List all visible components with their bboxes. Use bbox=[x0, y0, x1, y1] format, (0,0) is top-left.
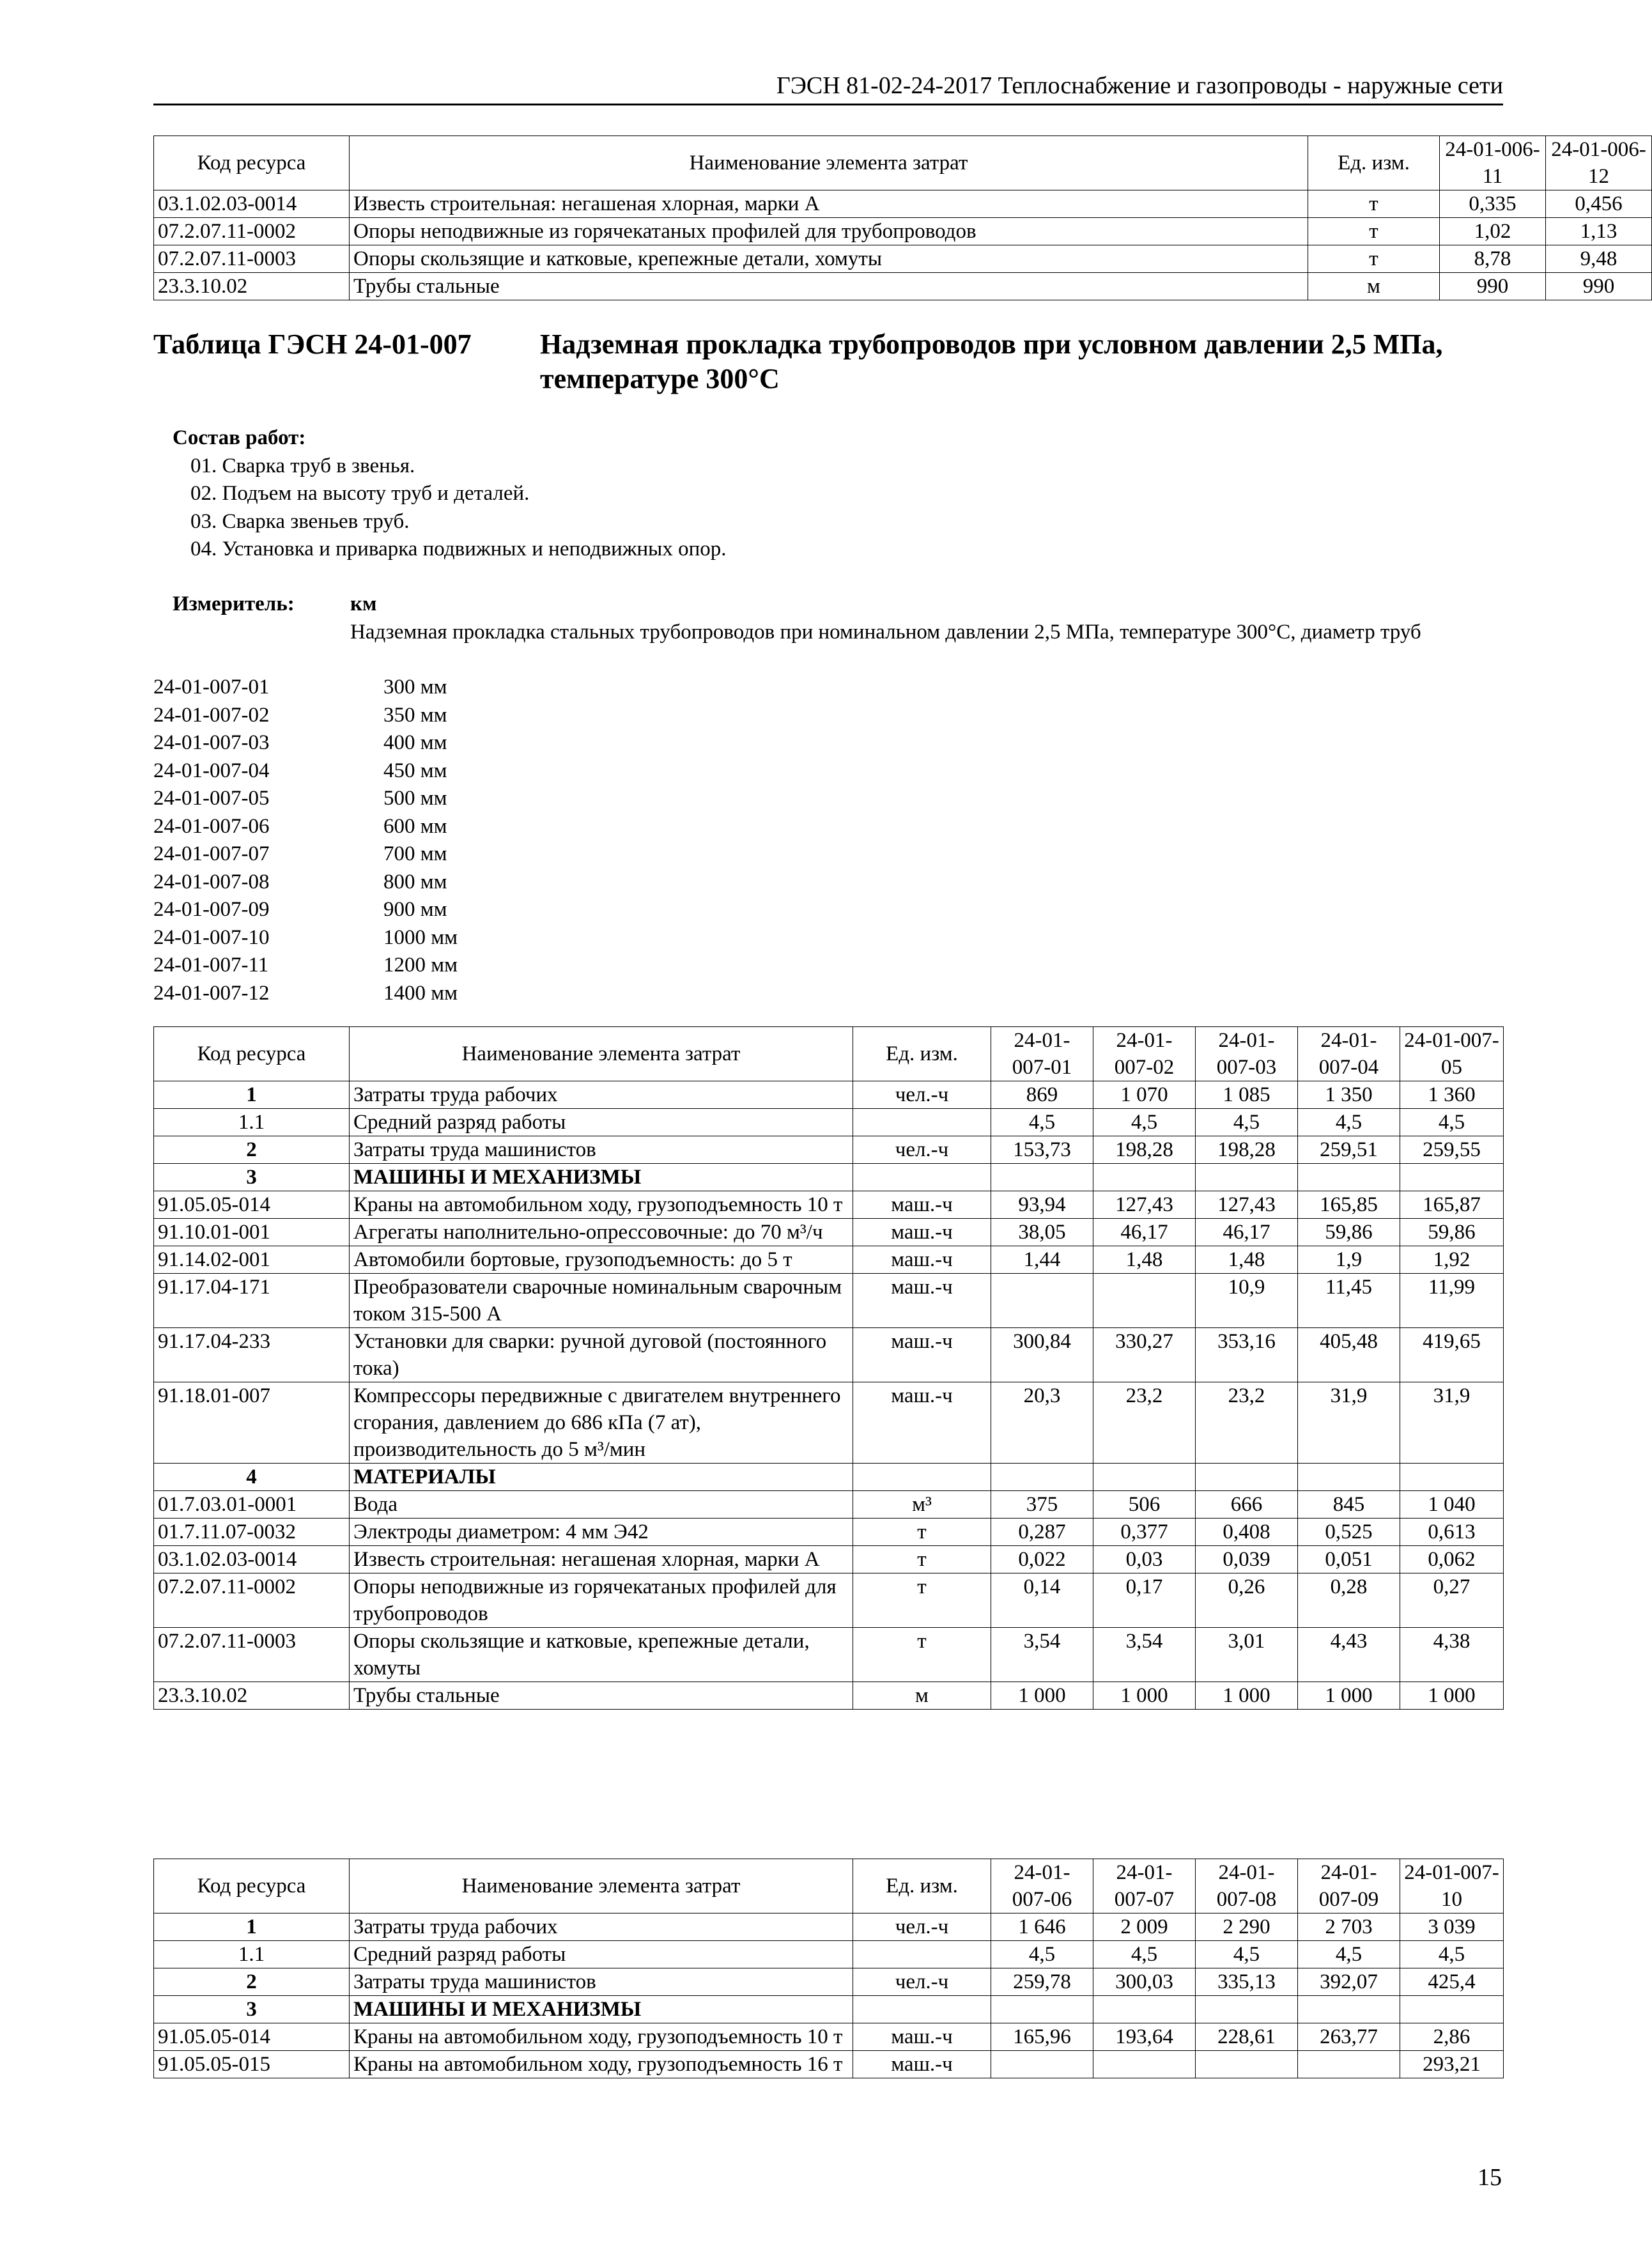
header-row bbox=[154, 1027, 1504, 1081]
resource-name: Затраты труда машинистов bbox=[350, 1136, 853, 1164]
table-row bbox=[154, 1164, 1504, 1191]
resource-name: Трубы стальные bbox=[350, 1682, 853, 1710]
resource-unit: маш.-ч bbox=[853, 1328, 991, 1382]
resource-value: 869 bbox=[991, 1081, 1093, 1109]
resource-value: 193,64 bbox=[1093, 2023, 1196, 2051]
meter-unit: км bbox=[350, 592, 377, 615]
resource-value: 0,377 bbox=[1093, 1519, 1196, 1546]
resource-value: 127,43 bbox=[1093, 1191, 1196, 1219]
col-header-name: Наименование элемента затрат bbox=[350, 1027, 853, 1081]
resource-value: 198,28 bbox=[1196, 1136, 1298, 1164]
resource-value: 165,87 bbox=[1400, 1191, 1504, 1219]
resource-value bbox=[1298, 1164, 1400, 1191]
pipe-diameter: 300 мм bbox=[383, 676, 447, 699]
resource-value bbox=[1400, 1164, 1504, 1191]
resource-value bbox=[1298, 1996, 1400, 2023]
col-header-name: Наименование элемента затрат bbox=[350, 1859, 853, 1913]
pipe-diameter: 1200 мм bbox=[383, 954, 458, 977]
resource-value: 0,613 bbox=[1400, 1519, 1504, 1546]
resource-name: Затраты труда рабочих bbox=[350, 1913, 853, 1941]
resource-value bbox=[1196, 1996, 1298, 2023]
table-row bbox=[154, 1546, 1504, 1573]
table-row bbox=[154, 1913, 1504, 1941]
resource-code: 07.2.07.11-0002 bbox=[154, 1573, 350, 1628]
table-row bbox=[154, 1274, 1504, 1328]
resource-value bbox=[1400, 1996, 1504, 2023]
resource-value: 165,85 bbox=[1298, 1191, 1400, 1219]
table-row bbox=[154, 1941, 1504, 1968]
resource-value: 0,525 bbox=[1298, 1519, 1400, 1546]
resource-value bbox=[1400, 1464, 1504, 1491]
resource-value: 0,14 bbox=[991, 1573, 1093, 1628]
pipe-diameter: 400 мм bbox=[383, 731, 447, 754]
header-row bbox=[154, 136, 1652, 190]
resource-value: 4,5 bbox=[1093, 1109, 1196, 1136]
work-item: 02. Подъем на высоту труб и деталей. bbox=[190, 482, 530, 505]
norm-code: 24-01-007-04 bbox=[153, 759, 270, 782]
resource-name: Известь строительная: негашеная хлорная, марки А bbox=[350, 1546, 853, 1573]
resource-table-top bbox=[153, 135, 1652, 300]
resource-value: 300,84 bbox=[991, 1328, 1093, 1382]
norm-code: 24-01-007-11 bbox=[153, 954, 269, 977]
table-row bbox=[154, 1682, 1504, 1710]
resource-unit bbox=[853, 1164, 991, 1191]
resource-value: 1 000 bbox=[1196, 1682, 1298, 1710]
resource-value: 1 070 bbox=[1093, 1081, 1196, 1109]
resource-value: 405,48 bbox=[1298, 1328, 1400, 1382]
resource-value: 3 039 bbox=[1400, 1913, 1504, 1941]
resource-code: 91.05.05-014 bbox=[154, 1191, 350, 1219]
resource-unit: маш.-ч bbox=[853, 1382, 991, 1464]
col-header-name: Наименование элемента затрат bbox=[350, 136, 1308, 190]
table-row bbox=[154, 2023, 1504, 2051]
resource-value: 46,17 bbox=[1196, 1219, 1298, 1246]
table-title: Надземная прокладка трубопроводов при условном давлении 2,5 МПа, температуре 300°С bbox=[540, 329, 1443, 394]
resource-name: МАТЕРИАЛЫ bbox=[350, 1464, 853, 1491]
resource-value: 0,17 bbox=[1093, 1573, 1196, 1628]
resource-value: 153,73 bbox=[991, 1136, 1093, 1164]
resource-value: 4,43 bbox=[1298, 1628, 1400, 1682]
page-header: ГЭСН 81-02-24-2017 Теплоснабжение и газопроводы - наружные сети bbox=[153, 72, 1503, 105]
resource-unit: чел.-ч bbox=[853, 1968, 991, 1996]
col-header-unit: Ед. изм. bbox=[853, 1027, 991, 1081]
resource-name: Опоры неподвижные из горячекатаных профилей для трубопроводов bbox=[350, 1573, 853, 1628]
col-header-code: Код ресурса bbox=[154, 1027, 350, 1081]
table-row bbox=[154, 1491, 1504, 1519]
col-header-norm: 24-01-006-11 bbox=[1440, 136, 1546, 190]
col-header-norm: 24-01-007-05 bbox=[1400, 1027, 1504, 1081]
resource-value: 59,86 bbox=[1298, 1219, 1400, 1246]
resource-value: 3,54 bbox=[1093, 1628, 1196, 1682]
resource-name: Установки для сварки: ручной дуговой (постоянного тока) bbox=[350, 1328, 853, 1382]
col-header-unit: Ед. изм. bbox=[1308, 136, 1440, 190]
resource-value: 4,5 bbox=[1298, 1109, 1400, 1136]
resource-value: 4,5 bbox=[1093, 1941, 1196, 1968]
col-header-norm: 24-01-007-04 bbox=[1298, 1027, 1400, 1081]
pipe-diameter: 450 мм bbox=[383, 759, 447, 782]
resource-unit: т bbox=[853, 1573, 991, 1628]
norm-code: 24-01-007-03 bbox=[153, 731, 270, 754]
resource-value: 4,5 bbox=[1196, 1941, 1298, 1968]
col-header-unit: Ед. изм. bbox=[853, 1859, 991, 1913]
resource-value: 11,45 bbox=[1298, 1274, 1400, 1328]
resource-value: 8,78 bbox=[1440, 245, 1546, 273]
table-row bbox=[154, 1628, 1504, 1682]
resource-name: Автомобили бортовые, грузоподъемность: до 5 т bbox=[350, 1246, 853, 1274]
resource-value: 2,86 bbox=[1400, 2023, 1504, 2051]
resource-value: 59,86 bbox=[1400, 1219, 1504, 1246]
resource-value: 31,9 bbox=[1400, 1382, 1504, 1464]
resource-value: 506 bbox=[1093, 1491, 1196, 1519]
resource-value bbox=[1093, 1164, 1196, 1191]
resource-value: 0,408 bbox=[1196, 1519, 1298, 1546]
resource-value bbox=[1093, 2051, 1196, 2078]
resource-value: 0,28 bbox=[1298, 1573, 1400, 1628]
resource-name: Электроды диаметром: 4 мм Э42 bbox=[350, 1519, 853, 1546]
resource-value: 1 350 bbox=[1298, 1081, 1400, 1109]
resource-name: Вода bbox=[350, 1491, 853, 1519]
resource-value: 165,96 bbox=[991, 2023, 1093, 2051]
resource-unit: т bbox=[853, 1628, 991, 1682]
work-composition bbox=[173, 424, 727, 564]
resource-code: 91.05.05-015 bbox=[154, 2051, 350, 2078]
resource-unit: маш.-ч bbox=[853, 2051, 991, 2078]
resource-value: 0,062 bbox=[1400, 1546, 1504, 1573]
resource-unit: м bbox=[1308, 273, 1440, 300]
resource-value bbox=[991, 1274, 1093, 1328]
resource-name: Краны на автомобильном ходу, грузоподъемность 16 т bbox=[350, 2051, 853, 2078]
resource-value: 20,3 bbox=[991, 1382, 1093, 1464]
resource-value bbox=[1196, 2051, 1298, 2078]
resource-name: Компрессоры передвижные с двигателем внутреннего сгорания, давлением до 686 кПа (7 ат), производительность до 5 м³/мин bbox=[350, 1382, 853, 1464]
resource-value: 0,335 bbox=[1440, 190, 1546, 218]
table-row bbox=[154, 1081, 1504, 1109]
resource-value: 1 646 bbox=[991, 1913, 1093, 1941]
resource-code: 03.1.02.03-0014 bbox=[154, 1546, 350, 1573]
resource-value: 1,92 bbox=[1400, 1246, 1504, 1274]
work-item: 01. Сварка труб в звенья. bbox=[190, 454, 415, 477]
work-heading: Состав работ: bbox=[173, 426, 306, 449]
resource-value: 93,94 bbox=[991, 1191, 1093, 1219]
resource-name: Затраты труда рабочих bbox=[350, 1081, 853, 1109]
resource-value: 263,77 bbox=[1298, 2023, 1400, 2051]
resource-name: Известь строительная: негашеная хлорная, марки А bbox=[350, 190, 1308, 218]
resource-value: 1,48 bbox=[1093, 1246, 1196, 1274]
norm-code: 24-01-007-07 bbox=[153, 842, 270, 865]
resource-value: 425,4 bbox=[1400, 1968, 1504, 1996]
pipe-diameter: 600 мм bbox=[383, 814, 447, 838]
resource-value: 2 703 bbox=[1298, 1913, 1400, 1941]
work-item: 04. Установка и приварка подвижных и неподвижных опор. bbox=[190, 537, 727, 560]
resource-value bbox=[991, 1464, 1093, 1491]
resource-value bbox=[1093, 1996, 1196, 2023]
resource-unit: маш.-ч bbox=[853, 1219, 991, 1246]
resource-value: 46,17 bbox=[1093, 1219, 1196, 1246]
resource-unit: т bbox=[853, 1546, 991, 1573]
meter-label: Измеритель: bbox=[173, 592, 295, 615]
resource-value: 1 000 bbox=[1400, 1682, 1504, 1710]
table-row bbox=[154, 1464, 1504, 1491]
resource-value: 375 bbox=[991, 1491, 1093, 1519]
table-row bbox=[154, 1573, 1504, 1628]
resource-value: 0,26 bbox=[1196, 1573, 1298, 1628]
resource-value: 11,99 bbox=[1400, 1274, 1504, 1328]
resource-value: 1 085 bbox=[1196, 1081, 1298, 1109]
resource-value bbox=[1093, 1464, 1196, 1491]
resource-value bbox=[991, 2051, 1093, 2078]
resource-code: 23.3.10.02 bbox=[154, 273, 350, 300]
col-header-code: Код ресурса bbox=[154, 1859, 350, 1913]
resource-code: 91.18.01-007 bbox=[154, 1382, 350, 1464]
resource-value: 1 000 bbox=[1298, 1682, 1400, 1710]
resource-value: 335,13 bbox=[1196, 1968, 1298, 1996]
resource-value: 259,78 bbox=[991, 1968, 1093, 1996]
table-row bbox=[154, 1219, 1504, 1246]
table-row bbox=[154, 1109, 1504, 1136]
resource-value: 9,48 bbox=[1546, 245, 1652, 273]
resource-value: 1 040 bbox=[1400, 1491, 1504, 1519]
resource-unit: т bbox=[1308, 218, 1440, 245]
col-header-norm: 24-01-006-12 bbox=[1546, 136, 1652, 190]
resource-value: 2 290 bbox=[1196, 1913, 1298, 1941]
resource-value: 845 bbox=[1298, 1491, 1400, 1519]
meter-description: Надземная прокладка стальных трубопроводов при номинальном давлении 2,5 МПа, температуре 300°С, диаметр труб bbox=[350, 620, 1421, 644]
resource-value: 198,28 bbox=[1093, 1136, 1196, 1164]
resource-value: 419,65 bbox=[1400, 1328, 1504, 1382]
resource-value bbox=[1298, 2051, 1400, 2078]
col-header-norm: 24-01-007-07 bbox=[1093, 1859, 1196, 1913]
resource-unit bbox=[853, 1996, 991, 2023]
resource-value: 1,44 bbox=[991, 1246, 1093, 1274]
resource-unit: т bbox=[853, 1519, 991, 1546]
col-header-norm: 24-01-007-01 bbox=[991, 1027, 1093, 1081]
norm-code: 24-01-007-09 bbox=[153, 898, 270, 921]
resource-value: 300,03 bbox=[1093, 1968, 1196, 1996]
resource-value bbox=[1196, 1464, 1298, 1491]
resource-unit: чел.-ч bbox=[853, 1913, 991, 1941]
resource-value bbox=[991, 1996, 1093, 2023]
norm-code: 24-01-007-12 bbox=[153, 981, 270, 1005]
header-row bbox=[154, 1859, 1504, 1913]
resource-code: 2 bbox=[154, 1968, 350, 1996]
resource-name: МАШИНЫ И МЕХАНИЗМЫ bbox=[350, 1164, 853, 1191]
resource-name: МАШИНЫ И МЕХАНИЗМЫ bbox=[350, 1996, 853, 2023]
col-header-norm: 24-01-007-09 bbox=[1298, 1859, 1400, 1913]
resource-name: Агрегаты наполнительно-опрессовочные: до 70 м³/ч bbox=[350, 1219, 853, 1246]
col-header-norm: 24-01-007-02 bbox=[1093, 1027, 1196, 1081]
norm-code: 24-01-007-05 bbox=[153, 787, 270, 810]
resource-value: 1,02 bbox=[1440, 218, 1546, 245]
resource-value: 31,9 bbox=[1298, 1382, 1400, 1464]
norm-code: 24-01-007-08 bbox=[153, 870, 270, 893]
table-row bbox=[154, 2051, 1504, 2078]
resource-code: 91.05.05-014 bbox=[154, 2023, 350, 2051]
norm-code: 24-01-007-06 bbox=[153, 814, 270, 838]
resource-value: 1,9 bbox=[1298, 1246, 1400, 1274]
resource-unit: маш.-ч bbox=[853, 1191, 991, 1219]
resource-name: Опоры неподвижные из горячекатаных профилей для трубопроводов bbox=[350, 218, 1308, 245]
resource-code: 91.17.04-233 bbox=[154, 1328, 350, 1382]
table-row bbox=[154, 1968, 1504, 1996]
resource-value: 38,05 bbox=[991, 1219, 1093, 1246]
resource-unit: маш.-ч bbox=[853, 1246, 991, 1274]
resource-code: 23.3.10.02 bbox=[154, 1682, 350, 1710]
resource-value: 0,022 bbox=[991, 1546, 1093, 1573]
resource-value: 666 bbox=[1196, 1491, 1298, 1519]
resource-code: 01.7.03.01-0001 bbox=[154, 1491, 350, 1519]
table-row bbox=[154, 218, 1652, 245]
resource-unit bbox=[853, 1464, 991, 1491]
resource-value bbox=[991, 1164, 1093, 1191]
resource-code: 1.1 bbox=[154, 1109, 350, 1136]
resource-value: 228,61 bbox=[1196, 2023, 1298, 2051]
col-header-norm: 24-01-007-06 bbox=[991, 1859, 1093, 1913]
resource-value: 3,01 bbox=[1196, 1628, 1298, 1682]
resource-code: 91.14.02-001 bbox=[154, 1246, 350, 1274]
pipe-diameter: 500 мм bbox=[383, 787, 447, 810]
norm-code: 24-01-007-02 bbox=[153, 703, 270, 727]
table-row bbox=[154, 1246, 1504, 1274]
col-header-norm: 24-01-007-10 bbox=[1400, 1859, 1504, 1913]
resource-value: 1 360 bbox=[1400, 1081, 1504, 1109]
resource-value: 3,54 bbox=[991, 1628, 1093, 1682]
table-row bbox=[154, 1519, 1504, 1546]
pipe-diameter: 700 мм bbox=[383, 842, 447, 865]
resource-value: 259,55 bbox=[1400, 1136, 1504, 1164]
resource-value: 1,13 bbox=[1546, 218, 1652, 245]
resource-value bbox=[1298, 1464, 1400, 1491]
pipe-diameter: 1000 мм bbox=[383, 925, 458, 949]
resource-code: 3 bbox=[154, 1164, 350, 1191]
resource-code: 1.1 bbox=[154, 1941, 350, 1968]
resource-name: Средний разряд работы bbox=[350, 1941, 853, 1968]
resource-code: 07.2.07.11-0003 bbox=[154, 1628, 350, 1682]
table-row bbox=[154, 245, 1652, 273]
resource-code: 91.17.04-171 bbox=[154, 1274, 350, 1328]
resource-unit: чел.-ч bbox=[853, 1081, 991, 1109]
table-row bbox=[154, 190, 1652, 218]
resource-value bbox=[1093, 1274, 1196, 1328]
resource-value: 2 009 bbox=[1093, 1913, 1196, 1941]
work-item: 03. Сварка звеньев труб. bbox=[190, 509, 410, 533]
resource-value: 4,5 bbox=[991, 1109, 1093, 1136]
table-row bbox=[154, 1996, 1504, 2023]
resource-code: 1 bbox=[154, 1913, 350, 1941]
table-row bbox=[154, 1328, 1504, 1382]
resource-table-a bbox=[153, 1026, 1504, 1710]
resource-value: 990 bbox=[1546, 273, 1652, 300]
resource-unit bbox=[853, 1941, 991, 1968]
resource-value: 392,07 bbox=[1298, 1968, 1400, 1996]
resource-code: 1 bbox=[154, 1081, 350, 1109]
resource-value: 259,51 bbox=[1298, 1136, 1400, 1164]
resource-unit: т bbox=[1308, 190, 1440, 218]
resource-code: 2 bbox=[154, 1136, 350, 1164]
resource-value: 330,27 bbox=[1093, 1328, 1196, 1382]
resource-code: 01.7.11.07-0032 bbox=[154, 1519, 350, 1546]
col-header-code: Код ресурса bbox=[154, 136, 350, 190]
resource-unit: м³ bbox=[853, 1491, 991, 1519]
resource-value: 1 000 bbox=[991, 1682, 1093, 1710]
table-row bbox=[154, 1191, 1504, 1219]
resource-code: 4 bbox=[154, 1464, 350, 1491]
resource-name: Затраты труда машинистов bbox=[350, 1968, 853, 1996]
resource-code: 3 bbox=[154, 1996, 350, 2023]
resource-value: 0,039 bbox=[1196, 1546, 1298, 1573]
resource-unit bbox=[853, 1109, 991, 1136]
resource-name: Средний разряд работы bbox=[350, 1109, 853, 1136]
table-label: Таблица ГЭСН 24-01-007 bbox=[153, 329, 472, 360]
pipe-diameter: 800 мм bbox=[383, 870, 447, 893]
norm-code: 24-01-007-01 bbox=[153, 676, 270, 699]
resource-name: Преобразователи сварочные номинальным сварочным током 315-500 А bbox=[350, 1274, 853, 1328]
resource-unit: т bbox=[1308, 245, 1440, 273]
resource-value: 1 000 bbox=[1093, 1682, 1196, 1710]
resource-name: Опоры скользящие и катковые, крепежные детали, хомуты bbox=[350, 245, 1308, 273]
resource-name: Краны на автомобильном ходу, грузоподъемность 10 т bbox=[350, 2023, 853, 2051]
resource-value bbox=[1196, 1164, 1298, 1191]
pipe-diameter: 1400 мм bbox=[383, 981, 458, 1005]
resource-unit: маш.-ч bbox=[853, 2023, 991, 2051]
resource-value: 353,16 bbox=[1196, 1328, 1298, 1382]
resource-name: Опоры скользящие и катковые, крепежные детали, хомуты bbox=[350, 1628, 853, 1682]
resource-value: 23,2 bbox=[1093, 1382, 1196, 1464]
resource-value: 127,43 bbox=[1196, 1191, 1298, 1219]
resource-unit: маш.-ч bbox=[853, 1274, 991, 1328]
resource-value: 0,456 bbox=[1546, 190, 1652, 218]
resource-value: 0,03 bbox=[1093, 1546, 1196, 1573]
resource-value: 0,27 bbox=[1400, 1573, 1504, 1628]
resource-table-b bbox=[153, 1859, 1504, 2078]
table-row bbox=[154, 1136, 1504, 1164]
resource-value: 1,48 bbox=[1196, 1246, 1298, 1274]
col-header-norm: 24-01-007-03 bbox=[1196, 1027, 1298, 1081]
resource-value: 10,9 bbox=[1196, 1274, 1298, 1328]
pipe-diameter: 350 мм bbox=[383, 703, 447, 727]
table-row bbox=[154, 273, 1652, 300]
resource-code: 91.10.01-001 bbox=[154, 1219, 350, 1246]
page-number: 15 bbox=[1478, 2164, 1502, 2191]
resource-value: 990 bbox=[1440, 273, 1546, 300]
resource-value: 0,051 bbox=[1298, 1546, 1400, 1573]
resource-unit: чел.-ч bbox=[853, 1136, 991, 1164]
resource-unit: м bbox=[853, 1682, 991, 1710]
col-header-norm: 24-01-007-08 bbox=[1196, 1859, 1298, 1913]
resource-value: 4,5 bbox=[1196, 1109, 1298, 1136]
table-row bbox=[154, 1382, 1504, 1464]
resource-value: 4,5 bbox=[1298, 1941, 1400, 1968]
pipe-diameter: 900 мм bbox=[383, 898, 447, 921]
resource-code: 07.2.07.11-0003 bbox=[154, 245, 350, 273]
resource-name: Краны на автомобильном ходу, грузоподъемность 10 т bbox=[350, 1191, 853, 1219]
resource-code: 07.2.07.11-0002 bbox=[154, 218, 350, 245]
resource-value: 293,21 bbox=[1400, 2051, 1504, 2078]
resource-value: 4,5 bbox=[991, 1941, 1093, 1968]
resource-value: 0,287 bbox=[991, 1519, 1093, 1546]
norm-code: 24-01-007-10 bbox=[153, 925, 270, 949]
resource-value: 4,5 bbox=[1400, 1109, 1504, 1136]
resource-value: 23,2 bbox=[1196, 1382, 1298, 1464]
resource-name: Трубы стальные bbox=[350, 273, 1308, 300]
resource-value: 4,38 bbox=[1400, 1628, 1504, 1682]
resource-code: 03.1.02.03-0014 bbox=[154, 190, 350, 218]
resource-value: 4,5 bbox=[1400, 1941, 1504, 1968]
